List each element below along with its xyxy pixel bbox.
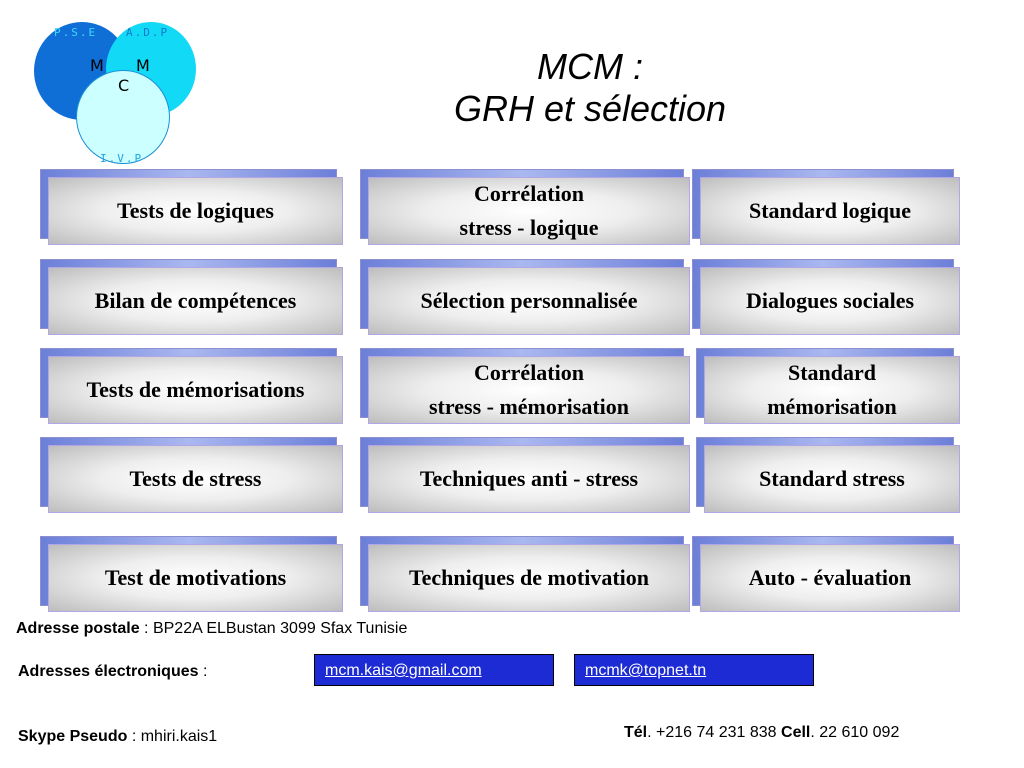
- box-label: Techniques de motivation: [368, 544, 690, 612]
- box-label: Corrélation stress - logique: [368, 177, 690, 245]
- email-label: Adresses électroniques: [18, 663, 199, 680]
- box-label: Standard mémorisation: [704, 356, 960, 424]
- box-techniques-motivation[interactable]: [368, 544, 690, 612]
- box-dialogues-sociales[interactable]: [700, 267, 960, 335]
- box-tests-logiques[interactable]: [48, 177, 343, 245]
- postal-value: : BP22A ELBustan 3099 Sfax Tunisie: [139, 620, 408, 637]
- box-label: Tests de stress: [48, 445, 343, 513]
- skype-value: : mhiri.kais1: [127, 728, 218, 745]
- phone-numbers: [624, 724, 899, 742]
- box-tests-stress[interactable]: [48, 445, 343, 513]
- box-label: Test de motivations: [48, 544, 343, 612]
- logo-label-ivp: I.V.P: [100, 152, 144, 165]
- title-line-1: MCM :: [537, 46, 643, 87]
- box-label: Standard stress: [704, 445, 960, 513]
- box-label: Tests de logiques: [48, 177, 343, 245]
- box-label: Standard logique: [700, 177, 960, 245]
- box-label: Bilan de compétences: [48, 267, 343, 335]
- box-standard-memorisation[interactable]: [704, 356, 960, 424]
- logo-label-pse: P.S.E: [54, 26, 98, 39]
- box-tests-memorisations[interactable]: [48, 356, 343, 424]
- box-standard-logique[interactable]: [700, 177, 960, 245]
- box-auto-evaluation[interactable]: [700, 544, 960, 612]
- tel-value: . +216 74 231 838: [647, 724, 782, 741]
- postal-address: [16, 620, 407, 638]
- box-correlation-memorisation[interactable]: [368, 356, 690, 424]
- box-correlation-logique[interactable]: [368, 177, 690, 245]
- box-label: Dialogues sociales: [700, 267, 960, 335]
- box-standard-stress[interactable]: [704, 445, 960, 513]
- postal-label: Adresse postale: [16, 620, 140, 637]
- box-label: Techniques anti - stress: [368, 445, 690, 513]
- box-test-motivations[interactable]: [48, 544, 343, 612]
- box-label: Tests de mémorisations: [48, 356, 343, 424]
- cell-label: Cell: [781, 724, 811, 741]
- box-label: Auto - évaluation: [700, 544, 960, 612]
- logo-letter-c: C: [118, 76, 130, 95]
- email-link-topnet[interactable]: mcmk@topnet.tn: [574, 654, 814, 686]
- email-address-label: [18, 663, 207, 681]
- box-selection-personnalisee[interactable]: [368, 267, 690, 335]
- box-label: Sélection personnalisée: [368, 267, 690, 335]
- skype-pseudo: [18, 728, 217, 746]
- logo-letter-m-right: M: [136, 56, 150, 75]
- cell-value: . 22 610 092: [810, 724, 900, 741]
- box-bilan-competences[interactable]: [48, 267, 343, 335]
- box-label: Corrélation stress - mémorisation: [368, 356, 690, 424]
- email-link-gmail[interactable]: mcm.kais@gmail.com: [314, 654, 554, 686]
- tel-label: Tél: [624, 724, 648, 741]
- logo-letter-m-left: M: [90, 56, 104, 75]
- logo-label-adp: A.D.P: [126, 26, 170, 39]
- logo: [30, 20, 210, 170]
- page-title: [380, 46, 800, 130]
- box-techniques-anti-stress[interactable]: [368, 445, 690, 513]
- title-line-2: GRH et sélection: [453, 88, 727, 129]
- email-sep: :: [198, 663, 208, 680]
- skype-label: Skype Pseudo: [18, 728, 128, 745]
